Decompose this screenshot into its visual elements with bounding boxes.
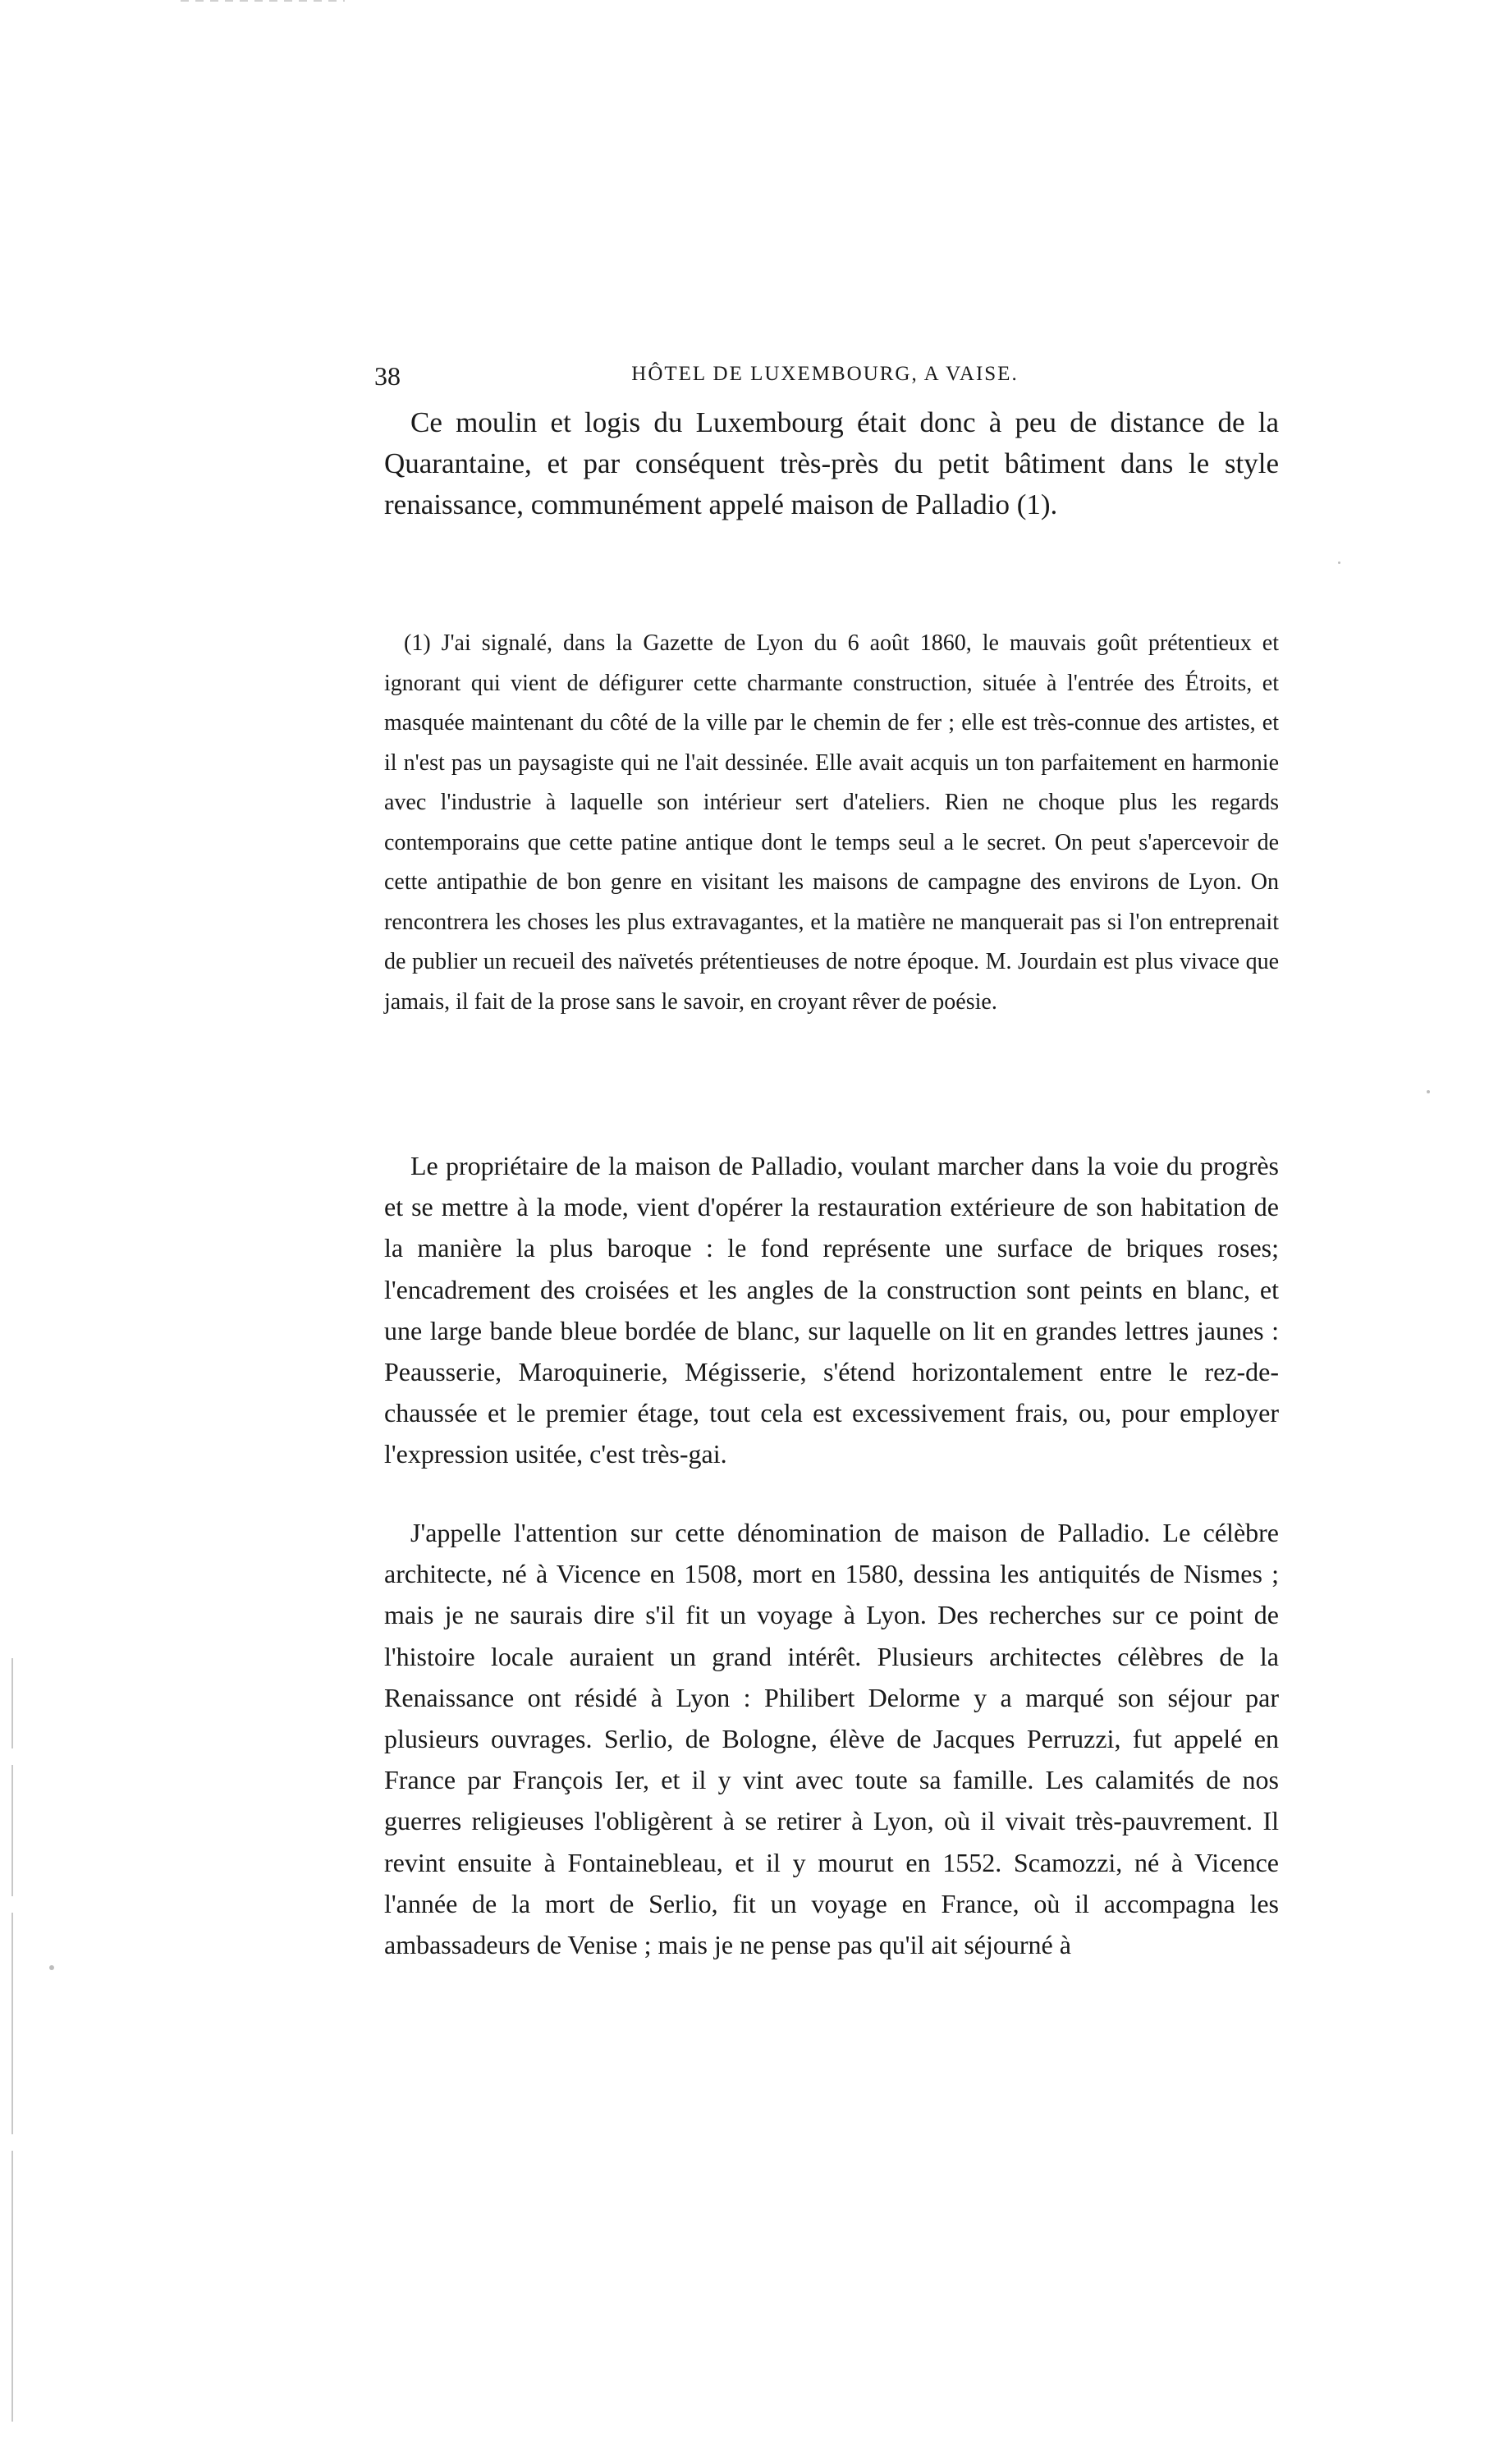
footnote: (1) J'ai signalé, dans la Gazette de Lyon du 6 août 1860, le mauvais goût prétentieux et ignorant qui vient de défigurer cette charmante construction, située à l'entrée des Étroits, et masquée maintenant du côté de la ville par le chemin de fer ; elle est très-connue des artistes, et il n'est pas un paysagiste qui ne l'ait dessinée. Elle avait acquis un ton parfaitement en harmonie avec l'industrie à laquelle son intérieur sert d'ateliers. Rien ne choque plus les regards contemporains que cette patine antique dont le temps seul a le secret. On peut s'apercevoir de cette antipathie de bon genre en visitant les maisons de campagne des environs de Lyon. On rencontrera les choses les plus extravagantes, et la matière ne manquerait pas si l'on entreprenait de publier un recueil des naïvetés prétentieuses de notre époque. M. Jourdain est plus vivace que jamais, il fait de la prose sans le savoir, en croyant rêver de poésie. [384,630,1279,1015]
margin-scan-line [11,1765,13,1896]
page-header [361,361,1289,394]
scan-speck [1427,1090,1430,1093]
margin-scan-line [11,1658,13,1748]
scan-speck [49,1965,54,1970]
margin-scan-line [11,2151,13,2422]
paragraph-1: Ce moulin et logis du Luxembourg était donc à peu de distance de la Quarantaine, et par conséquent très-près du petit bâtiment dans le style renaissance, communément appelé maison de Palladio (1). [384,406,1279,520]
paragraph-2: Le propriétaire de la maison de Palladio, voulant marcher dans la voie du progrès et se mettre à la mode, vient d'opérer la restauration extérieure de son habitation de la manière la plus baroque : le fond représente une surface de briques roses; l'encadrement des croisées et les angles de la construction sont peints en blanc, et une large bande bleue bordée de blanc, sur laquelle on lit en grandes lettres jaunes : Peausserie, Maroquinerie, Mégisserie, s'étend horizontalement entre le rez-de-chaussée et le premier étage, tout cela est excessivement frais, ou, pour employer l'expression usitée, c'est très-gai. [384,1151,1279,1469]
scan-speck [1338,561,1340,564]
running-head: HÔTEL DE LUXEMBOURG, A VAISE. [631,363,1019,385]
margin-scan-line [11,1913,13,2134]
paragraph-3: J'appelle l'attention sur cette dénomination de maison de Palladio. Le célèbre architecte, né à Vicence en 1508, mort en 1580, dessina les antiquités de Nismes ; mais je ne saurais dire s'il fit un voyage à Lyon. Des recherches sur ce point de l'histoire locale auraient un grand intérêt. Plusieurs architectes célèbres de la Renaissance ont résidé à Lyon : Philibert Delorme y a marqué son séjour par plusieurs ouvrages. Serlio, de Bologne, élève de Jacques Perruzzi, fut appelé en France par François Ier, et il y vint avec toute sa famille. Les calamités de nos guerres religieuses l'obligèrent à se retirer à Lyon, où il vivait très-pauvrement. Il revint ensuite à Fontainebleau, et il y mourut en 1552. Scamozzi, né à Vicence l'année de la mort de Serlio, fit un voyage en France, où il accompagna les ambassadeurs de Venise ; mais je ne pense pas qu'il ait séjourné à [384,1518,1279,1960]
scan-artifact [181,0,345,2]
page-number: 38 [374,361,401,391]
